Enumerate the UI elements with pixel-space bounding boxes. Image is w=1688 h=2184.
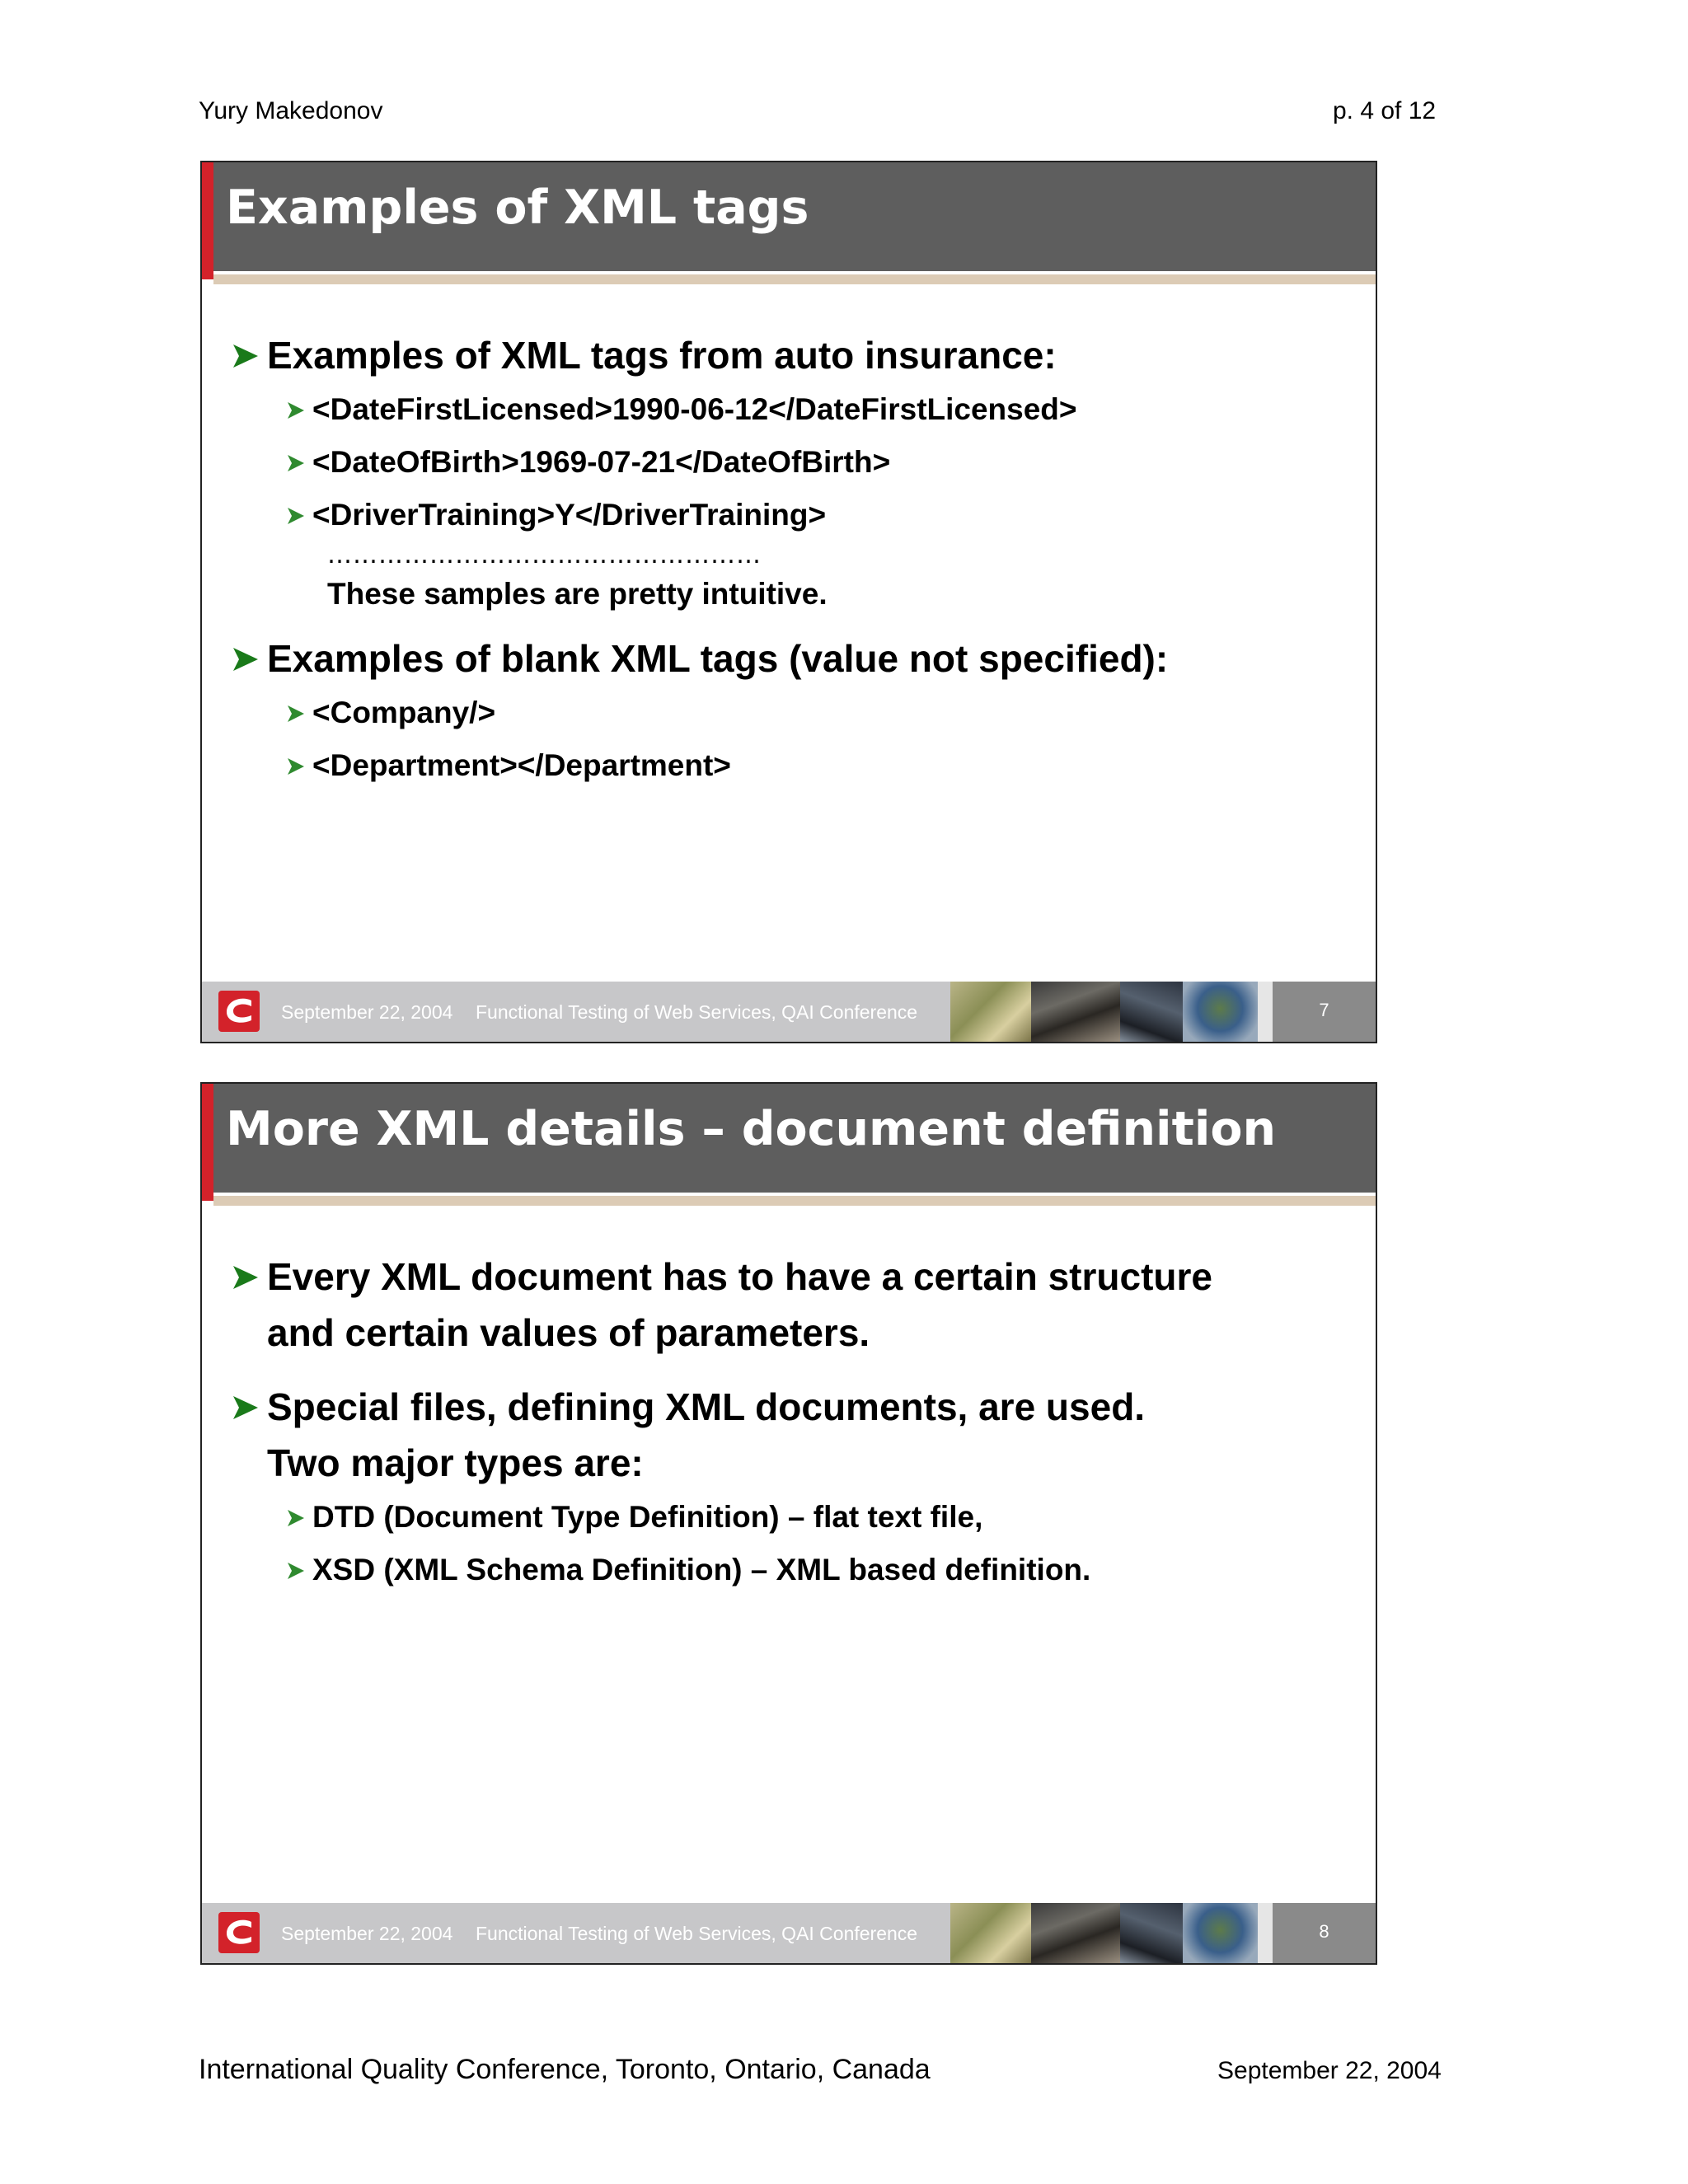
bullet-text: <DriverTraining>Y</DriverTraining>: [312, 498, 827, 532]
bullet-text: <Department></Department>: [312, 748, 731, 782]
green-arrow-bullet-icon: [286, 704, 306, 724]
bullet-item: [232, 630, 1359, 687]
bullet-text: Examples of XML tags from auto insurance:: [267, 334, 1057, 377]
plain-text-line: These samples are pretty intuitive.: [327, 577, 828, 611]
bullet-text: DTD (Document Type Definition) – flat text file,: [312, 1500, 983, 1534]
green-arrow-bullet-icon: [286, 757, 306, 776]
bullet-item: [232, 1249, 1359, 1305]
slide-header: [202, 1084, 1376, 1193]
slide-footer: [202, 982, 1376, 1042]
globe-photo: [1183, 982, 1258, 1042]
footer-photo: [1120, 1903, 1183, 1963]
slide-footer: [202, 1903, 1376, 1963]
green-arrow-bullet-icon: [286, 1508, 306, 1528]
footer-photo: [1120, 982, 1183, 1042]
slide-header: [202, 162, 1376, 271]
bullet-continuation: Two major types are:: [267, 1441, 644, 1484]
green-arrow-bullet-icon: [232, 1263, 260, 1291]
slide-8: [200, 1082, 1377, 1965]
page-footer-date: September 22, 2004: [1217, 2057, 1442, 2084]
green-arrow-bullet-icon: [286, 1561, 306, 1581]
footer-photo-strip: [950, 982, 1258, 1042]
bullet-continuation: and certain values of parameters.: [267, 1311, 870, 1354]
sub-bullet-item: [232, 1544, 1359, 1596]
footer-conference: Functional Testing of Web Services, QAI Conference: [476, 1923, 918, 1944]
bullet-text: <DateFirstLicensed>1990-06-12</DateFirstLicensed>: [312, 392, 1077, 426]
green-arrow-bullet-icon: [286, 453, 306, 473]
page-header-page-indicator: p. 4 of 12: [1333, 97, 1437, 124]
ellipsis-line: ……………………………………………: [327, 541, 762, 569]
green-arrow-bullet-icon: [286, 401, 306, 420]
footer-photo: [1031, 982, 1120, 1042]
slide-title: Examples of XML tags: [226, 180, 809, 235]
footer-photo-strip: [950, 1903, 1258, 1963]
bullet-text: <Company/>: [312, 696, 496, 729]
bullet-item: [232, 1379, 1359, 1435]
footer-photo: [1031, 1903, 1120, 1963]
green-arrow-bullet-icon: [232, 645, 260, 673]
tan-accent-bar: [213, 274, 1376, 284]
globe-photo: [1183, 1903, 1258, 1963]
bullet-item: [232, 327, 1359, 383]
slide-number: 7: [1319, 1000, 1329, 1020]
sub-bullet-item: [232, 436, 1359, 489]
slide-7: [200, 161, 1377, 1043]
footer-photo: [950, 1903, 1031, 1963]
green-arrow-bullet-icon: [286, 506, 306, 526]
footer-conference: Functional Testing of Web Services, QAI Conference: [476, 1001, 918, 1023]
footer-separator: [1258, 1903, 1273, 1963]
page-header-author: Yury Makedonov: [199, 97, 383, 124]
red-accent-bar: [202, 1084, 213, 1201]
bullet-text: XSD (XML Schema Definition) – XML based definition.: [312, 1553, 1091, 1586]
page-footer-conference: International Quality Conference, Toronto, Ontario, Canada: [199, 2054, 931, 2085]
footer-photo: [950, 982, 1031, 1042]
red-accent-bar: [202, 162, 213, 279]
footer-slide-number-box: [1273, 982, 1376, 1042]
green-arrow-bullet-icon: [232, 342, 260, 370]
bullet-text: Examples of blank XML tags (value not specified):: [267, 637, 1169, 680]
sub-bullet-item: [232, 739, 1359, 792]
sub-bullet-item: [232, 489, 1359, 541]
footer-date: September 22, 2004: [281, 1923, 453, 1944]
slide-number: 8: [1319, 1921, 1329, 1942]
tan-accent-bar: [213, 1196, 1376, 1206]
red-company-logo-icon: [218, 1912, 260, 1953]
slide-bullet-list: [232, 1249, 1359, 1596]
sub-bullet-item: [232, 383, 1359, 436]
slide-bullet-list: [232, 327, 1359, 792]
green-arrow-bullet-icon: [232, 1394, 260, 1422]
bullet-text: Special files, defining XML documents, are used.: [267, 1385, 1146, 1428]
sub-bullet-item: [232, 687, 1359, 739]
bullet-text: <DateOfBirth>1969-07-21</DateOfBirth>: [312, 445, 891, 479]
footer-date: September 22, 2004: [281, 1001, 453, 1023]
sub-bullet-item: [232, 1491, 1359, 1544]
footer-separator: [1258, 982, 1273, 1042]
bullet-text: Every XML document has to have a certain structure: [267, 1255, 1212, 1298]
footer-slide-number-box: [1273, 1903, 1376, 1963]
red-company-logo-icon: [218, 991, 260, 1032]
slide-title: More XML details – document definition: [226, 1102, 1277, 1156]
